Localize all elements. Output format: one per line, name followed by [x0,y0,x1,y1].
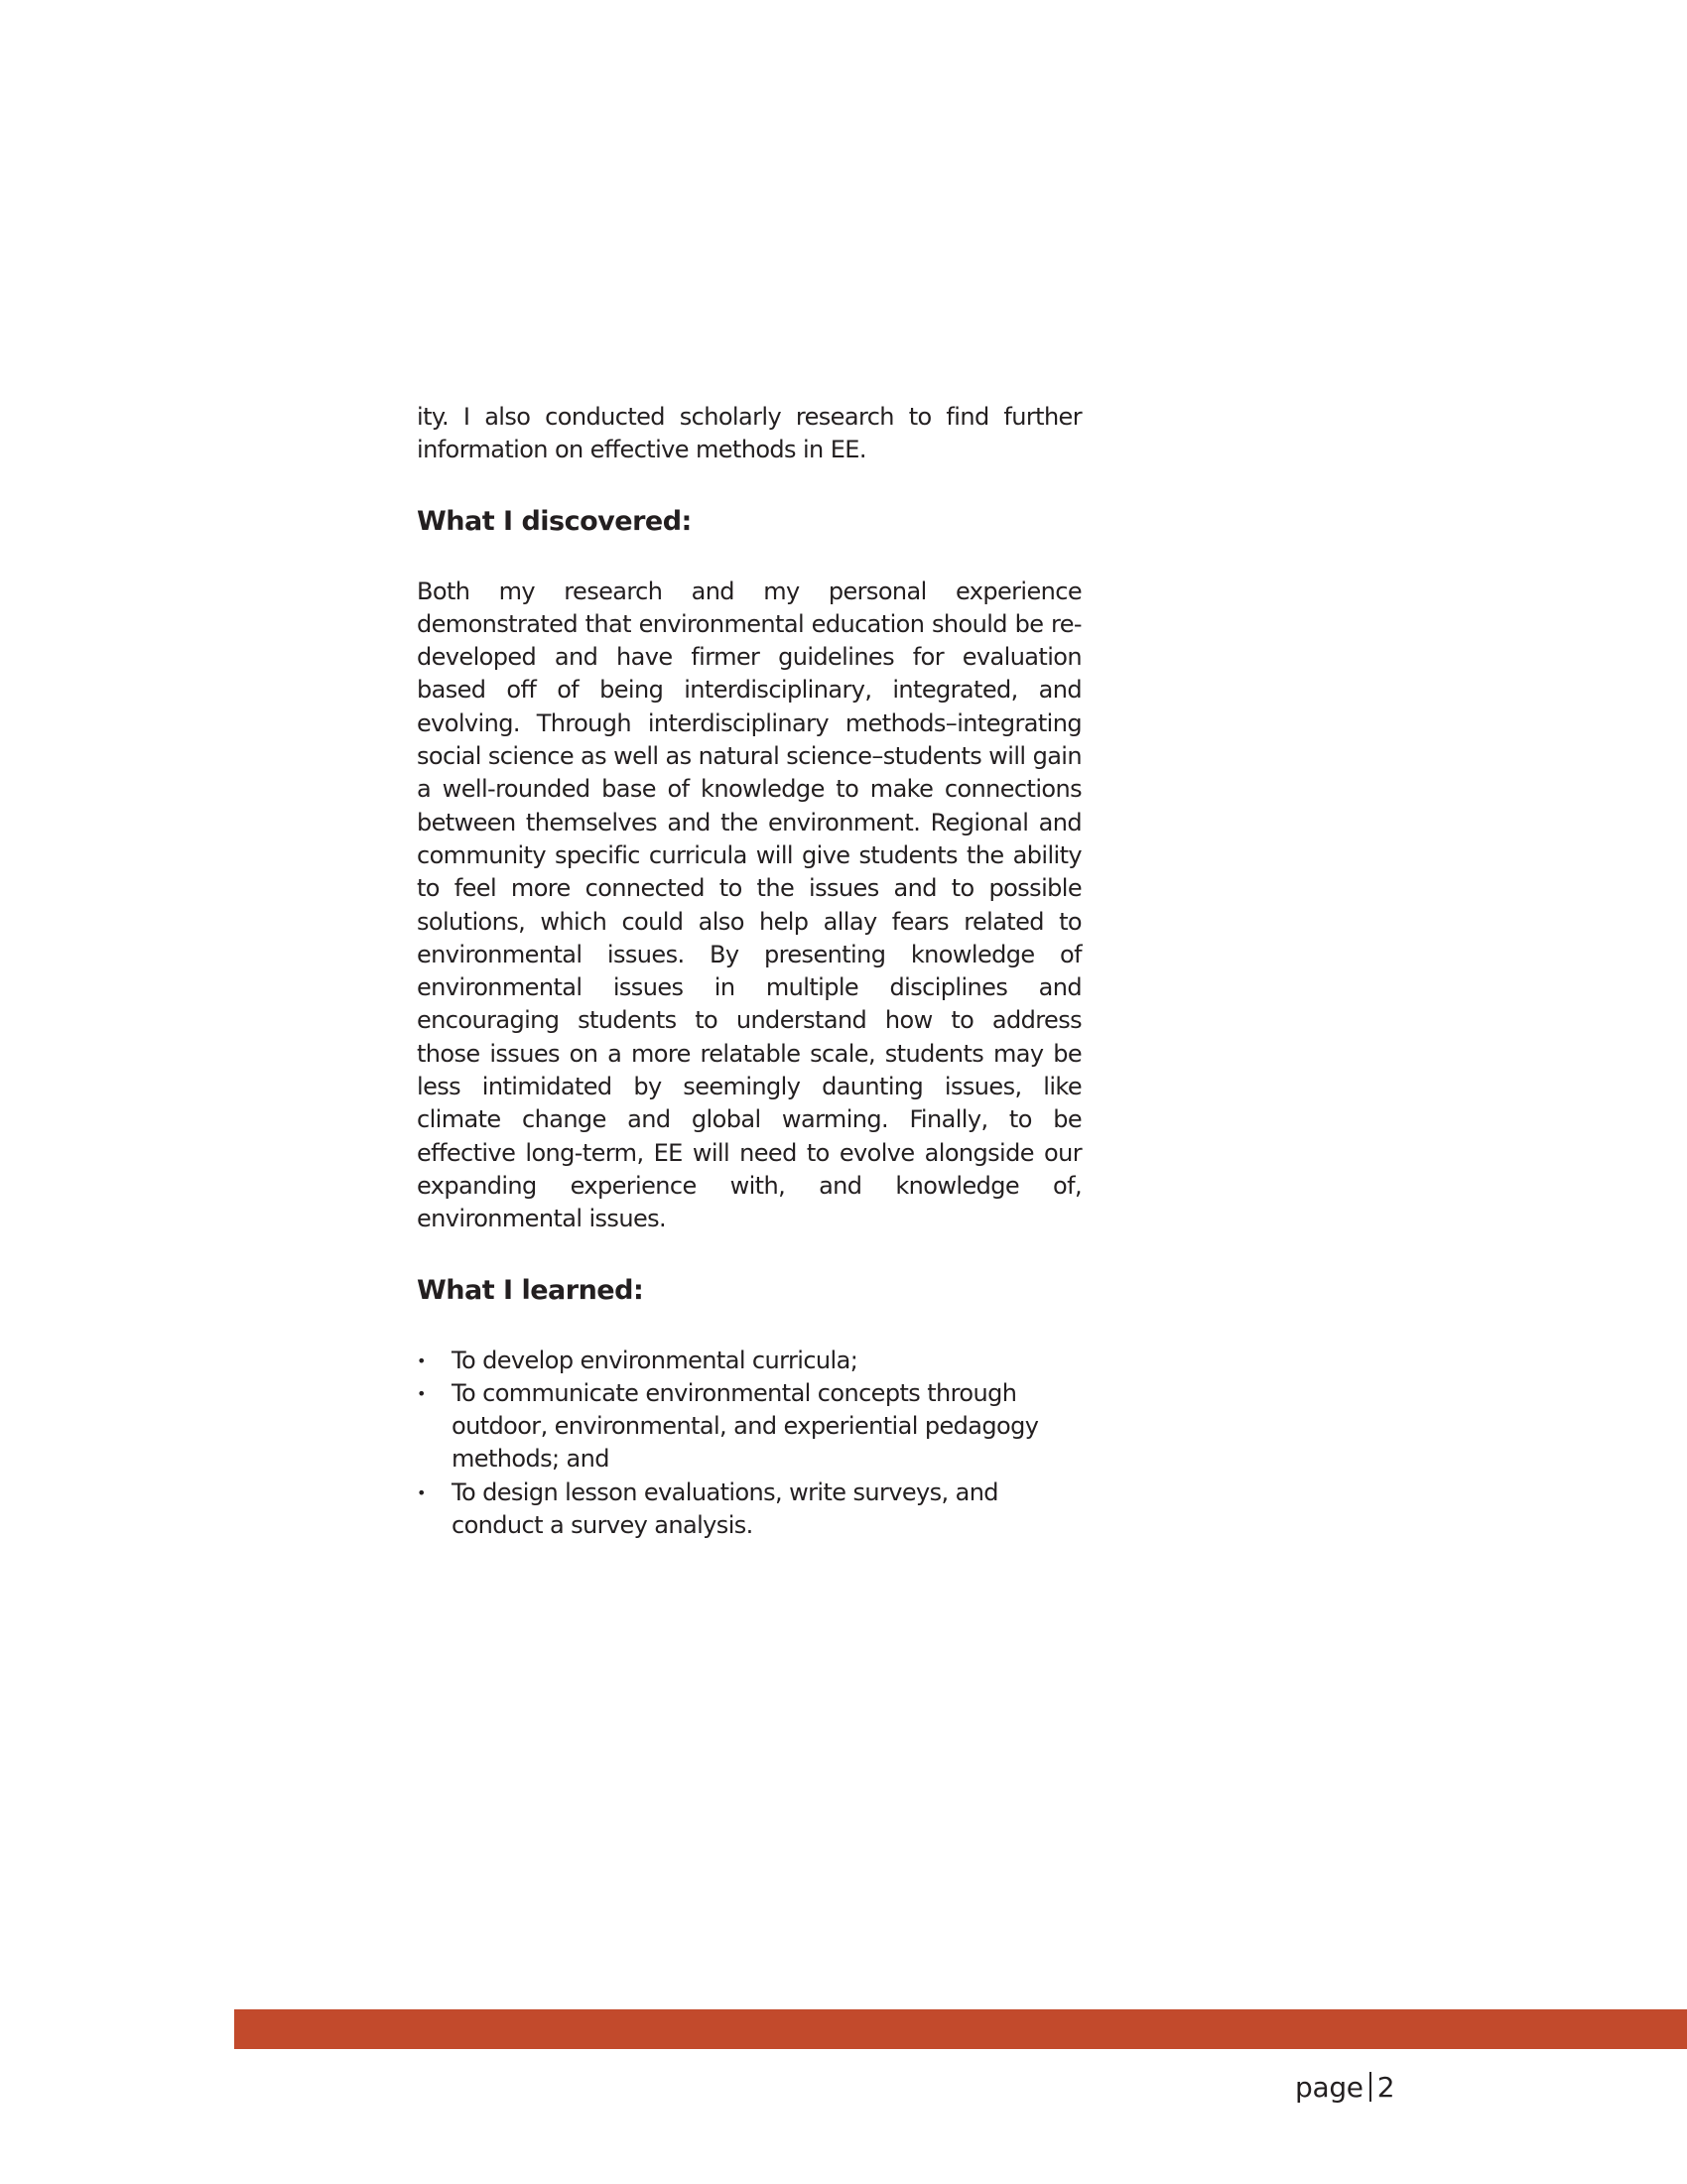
page-label: page [1295,2071,1363,2104]
list-item [417,1377,1047,1477]
discovered-paragraph: Both my research and my personal experience demonstrated that environmental education should be re-developed and have firmer guidelines for evaluation based off of being interdisciplinary, integrated, and evolving. Through interdisciplinary methods–integrating social science as well as natural science–students will gain a well-rounded base of knowledge to make connections between themselves and the environment. Regional and community specific curricula will give students the ability to feel more connected to the issues and to possible solutions, which could also help allay fears related to environmental issues. By presenting knowledge of environmental issues in multiple disciplines and encouraging students to understand how to address those issues on a more relatable scale, students may be less intimidated by seemingly daunting issues, like climate change and global warming. Finally, to be effective long-term, EE will need to evolve alongside our expanding experience with, and knowledge of, environmental issues. [417,577,1082,1233]
page-content [417,401,1082,1542]
list-item-text: To develop environmental curricula; [452,1346,858,1374]
list-item [417,1477,1047,1543]
page-separator [1369,2072,1371,2102]
page-number-value: 2 [1376,2071,1395,2104]
bullet-icon: • [417,1350,426,1370]
bullet-icon: • [417,1383,426,1403]
list-item-text: To communicate environmental concepts through outdoor, environmental, and experiential pedagogy methods; and [452,1378,1039,1474]
learned-list [417,1345,1082,1543]
page-number [1295,2071,1394,2105]
learned-heading: What I learned: [417,1274,644,1306]
footer-accent-bar [234,2009,1687,2049]
list-item-text: To design lesson evaluations, write surveys, and conduct a survey analysis. [452,1477,998,1540]
intro-paragraph: ity. I also conducted scholarly research to find further information on effective methods in EE. [417,403,1082,464]
list-item [417,1345,1047,1377]
bullet-icon: • [417,1482,426,1502]
discovered-heading: What I discovered: [417,505,692,537]
